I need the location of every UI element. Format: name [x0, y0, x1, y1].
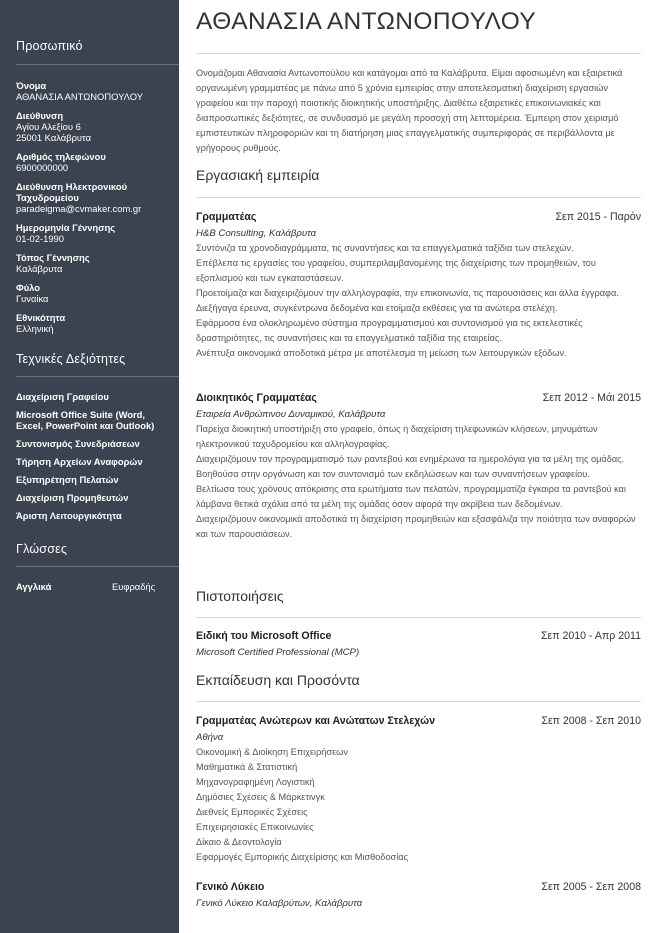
personal-birthplace-value: Καλάβρυτα [16, 263, 63, 274]
candidate-name: ΑΘΑΝΑΣΙΑ ΑΝΤΩΝΟΠΟΥΛΟΥ [196, 8, 537, 35]
entry-title: Γραμματέας Ανώτερων και Ανώτατων Στελεχών [196, 715, 435, 727]
experience-entry [196, 392, 641, 542]
skill-item: Διαχείριση Γραφείου [16, 391, 109, 402]
personal-birthdate [16, 222, 176, 244]
divider [16, 64, 179, 65]
entry-dates: Σεπ 2005 - Σεπ 2008 [541, 881, 641, 893]
entry-description [196, 422, 641, 542]
entry-organization: Microsoft Certified Professional (MCP) [196, 647, 360, 658]
description-line: Επέβλεπα τις εργασίες του γραφείου, συμπεριλαμβανομένης της διαχείρισης των προμηθειών, του εξοπλισμού και των εγκαταστάσεων. [196, 258, 596, 283]
personal-email [16, 181, 176, 214]
entry-organization: H&B Consulting, Καλάβρυτα [196, 228, 317, 239]
skill-item: Διαχείριση Προμηθευτών [16, 492, 129, 503]
entry-description [196, 745, 641, 865]
description-line: Διεξήγαγα έρευνα, συγκέντρωνα δεδομένα και ετοίμαζα εκθέσεις για τα ανώτερα στελέχη. [196, 303, 558, 313]
personal-phone [16, 151, 176, 173]
personal-address-value: Αγίου Αλεξίου 6 25001 Καλάβρυτα [16, 121, 92, 143]
description-line: Βελτίωσα τους χρόνους απόκρισης στα ερωτήματα των πελατών, προγραμματίζα έγκαιρα τα ραντεβού και λάμβανα θετικά σχόλια από τα μέλη της ομάδας όσον αφορά την ακρίβεια των δεδομένων. [196, 484, 626, 509]
education-section-title: Εκπαίδευση και Προσόντα [196, 672, 360, 688]
entry-dates: Σεπ 2008 - Σεπ 2010 [541, 715, 641, 727]
divider [16, 376, 179, 377]
entry-organization: Γενικό Λύκειο Καλαβρύτων, Καλάβρυτα [196, 898, 363, 909]
divider [196, 53, 641, 54]
experience-entry [196, 211, 641, 361]
skills-section-title: Τεχνικές Δεξιότητες [16, 352, 126, 366]
education-entry [196, 715, 641, 865]
divider [196, 617, 641, 618]
personal-name [16, 80, 176, 102]
profile-summary: Ονομάζομαι Αθανασία Αντωνοπούλου και κατάγομαι από τα Καλάβρυτα. Είμαι αφοσιωμένη και εξαιρετικά οργανωμένη γραμματέας με πάνω από 5 χρόνια εμπειρίας στην αποτελεσματική διαχείριση εργασιών γραφείου και την παροχή ποιοτικής διοικητικής υποστήριξης. Διαθέτω εξαιρετικές επικοινωνιακές και διαπροσωπικές δεξιότητες, σε συνδυασμό με μεγάλη προσοχή στη λεπτομέρεια. Έμπειρη στον χειρισμό εμπιστευτικών πληροφοριών και τη διατήρηση μιας επαγγελματικής συμπεριφοράς σε περιβάλλοντα με γρήγορους ρυθμούς. [196, 68, 623, 153]
personal-birthdate-label: Ημερομηνία Γέννησης [16, 222, 116, 233]
entry-title: Γραμματέας [196, 211, 257, 223]
experience-section-title: Εργασιακή εμπειρία [196, 167, 320, 183]
personal-nationality-label: Εθνικότητα [16, 312, 66, 323]
personal-info [16, 80, 176, 342]
skills-list [16, 391, 176, 528]
description-line: Δίκαιο & Δεοντολογία [196, 837, 282, 847]
description-line: Εφάρμοσα ένα ολοκληρωμένο σύστημα προγραμματισμού και συντονισμού για τις εκτελεστικές δραστηριότητες, τις συναντήσεις και τα επαγγελματικά ταξίδια της εταιρείας. [196, 318, 583, 343]
entry-dates: Σεπ 2010 - Απρ 2011 [540, 630, 641, 642]
description-line: Επιχειρησιακές Επικοινωνίες [196, 822, 314, 832]
entry-organization: Αθήνα [196, 732, 224, 743]
skill-item: Microsoft Office Suite (Word, Excel, PowerPoint και Outlook) [16, 409, 155, 431]
personal-gender [16, 282, 176, 304]
language-row [16, 581, 155, 592]
certification-entry [196, 630, 641, 659]
personal-nationality [16, 312, 176, 334]
description-line: Μηχανογραφημένη Λογιστική [196, 777, 315, 787]
description-line: Διαχειριζόμουν οικονομικά αποδοτικά τη διαχείριση προμηθειών και εξασφάλιζα την ποιότητα των αναφορών και των παρουσιάσεων. [196, 514, 636, 539]
personal-birthplace-label: Τόπος Γέννησης [16, 252, 90, 263]
entry-title: Γενικό Λύκειο [196, 881, 265, 893]
entry-title: Διοικητικός Γραμματέας [196, 392, 317, 404]
description-line: Προετοίμαζα και διαχειριζόμουν την αλληλογραφία, την επικοινωνία, τις παρουσιάσεις και άλλα έγγραφα. [196, 288, 619, 298]
entry-organization: Εταιρεία Ανθρώπινου Δυναμικού, Καλάβρυτα [196, 409, 386, 420]
description-line: Δημόσιες Σχέσεις & Μάρκετινγκ [196, 792, 325, 802]
sidebar [0, 0, 179, 933]
entry-dates: Σεπ 2015 - Παρόν [555, 211, 641, 223]
personal-phone-value: 6900000000 [16, 162, 69, 173]
personal-email-value: paradeigma@cvmaker.com.gr [16, 203, 142, 214]
personal-nationality-value: Ελληνική [16, 323, 54, 334]
entry-description [196, 241, 641, 361]
divider [196, 197, 641, 198]
skill-item: Τήρηση Αρχείων Αναφορών [16, 456, 143, 467]
personal-name-value: ΑΘΑΝΑΣΙΑ ΑΝΤΩΝΟΠΟΥΛΟΥ [16, 91, 143, 102]
description-line: Μαθηματικά & Στατιστική [196, 762, 298, 772]
skill-item: Εξυπηρέτηση Πελατών [16, 474, 119, 485]
description-line: Βοηθούσα στην οργάνωση και τον συντονισμό των εκδηλώσεων και των συναντήσεων γραφείου. [196, 469, 590, 479]
entry-title: Ειδική του Microsoft Office [196, 630, 332, 642]
divider [196, 701, 641, 702]
skill-item: Άριστη Λειτουργικότητα [16, 510, 122, 521]
personal-phone-label: Αριθμός τηλεφώνου [16, 151, 106, 162]
personal-gender-label: Φύλο [16, 282, 40, 293]
entry-dates: Σεπ 2012 - Μάι 2015 [542, 392, 641, 404]
personal-name-label: Όνομα [16, 80, 47, 91]
description-line: Οικονομική & Διοίκηση Επιχειρήσεων [196, 747, 348, 757]
description-line: Εφαρμογές Εμπορικής Διαχείρισης και Μισθοδοσίας [196, 852, 409, 862]
divider [16, 566, 179, 567]
description-line: Διαχειριζόμουν τον προγραμματισμό των ραντεβού και ενημέρωνα τα ημερολόγια για τα μέλη της ομάδας. [196, 454, 625, 464]
skill-item: Συντονισμός Συνεδριάσεων [16, 438, 140, 449]
description-line: Ανέπτυξα οικονομικά αποδοτικά μέτρα με αποτέλεσμα τη μείωση των λειτουργικών εξόδων. [196, 348, 567, 358]
description-line: Παρείχα διοικητική υποστήριξη στο γραφείο, όπως η διαχείριση τηλεφωνικών κλήσεων, μηνυμάτων ηλεκτρονικού ταχυδρομείου και αλληλογραφίας. [196, 424, 598, 449]
education-entry [196, 881, 641, 910]
personal-email-label: Διεύθυνση Ηλεκτρονικού Ταχυδρομείου [16, 181, 128, 203]
language-name: Αγγλικά [16, 581, 52, 592]
personal-birthdate-value: 01-02-1990 [16, 233, 64, 244]
personal-birthplace [16, 252, 176, 274]
language-level: Ευφραδής [112, 581, 156, 592]
languages-section-title: Γλώσσες [16, 542, 68, 556]
personal-section-title: Προσωπικό [16, 39, 83, 53]
personal-gender-value: Γυναίκα [16, 293, 49, 304]
personal-address-label: Διεύθυνση [16, 110, 64, 121]
description-line: Διεθνείς Εμπορικές Σχέσεις [196, 807, 308, 817]
personal-address [16, 110, 176, 143]
certifications-section-title: Πιστοποιήσεις [196, 588, 284, 604]
description-line: Συντόνιζα τα χρονοδιαγράμματα, τις συναντήσεις και τα επαγγελματικά ταξίδια των στελεχών. [196, 243, 574, 253]
